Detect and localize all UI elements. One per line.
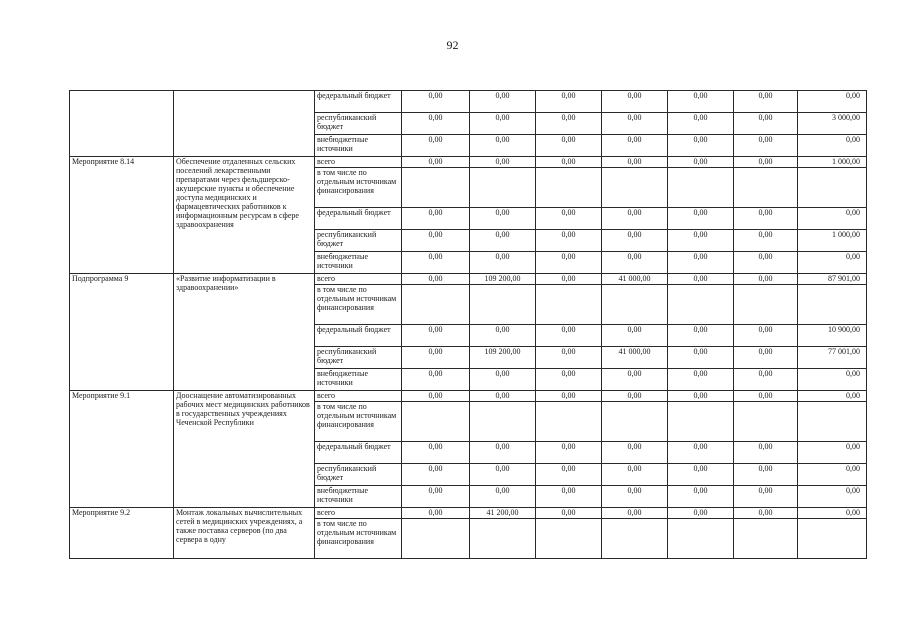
budget-table: [69, 90, 867, 559]
amount-cell: [536, 402, 602, 442]
funding-source: внебюджетные источники: [315, 486, 402, 508]
amount-cell: 0,00: [668, 230, 734, 252]
amount-cell: 0,00: [402, 208, 470, 230]
amount-cell: 0,00: [734, 486, 798, 508]
amount-cell: 0,00: [734, 113, 798, 135]
amount-cell: 0,00: [536, 230, 602, 252]
amount-cell: 109 200,00: [470, 347, 536, 369]
amount-cell: 0,00: [734, 325, 798, 347]
amount-cell: [668, 285, 734, 325]
amount-cell: 0,00: [536, 347, 602, 369]
amount-cell: 0,00: [470, 113, 536, 135]
amount-cell: 0,00: [536, 208, 602, 230]
amount-cell: 0,00: [668, 391, 734, 402]
amount-cell: 0,00: [470, 325, 536, 347]
amount-cell: 0,00: [798, 135, 867, 157]
activity-code: Мероприятие 9.1: [70, 391, 174, 508]
funding-source: федеральный бюджет: [315, 442, 402, 464]
amount-cell: 0,00: [470, 208, 536, 230]
amount-cell: [734, 168, 798, 208]
amount-cell: 0,00: [734, 252, 798, 274]
amount-cell: 0,00: [668, 347, 734, 369]
activity-code: Мероприятие 9.2: [70, 508, 174, 559]
amount-cell: 0,00: [470, 252, 536, 274]
amount-cell: [734, 285, 798, 325]
amount-cell: 0,00: [402, 464, 470, 486]
amount-cell: 0,00: [536, 325, 602, 347]
amount-cell: 0,00: [470, 464, 536, 486]
amount-cell: [734, 402, 798, 442]
activity-code: [70, 91, 174, 157]
activity-code: Мероприятие 8.14: [70, 157, 174, 274]
amount-cell: 0,00: [734, 508, 798, 519]
amount-cell: [402, 519, 470, 559]
funding-source: республиканский бюджет: [315, 464, 402, 486]
amount-cell: [402, 402, 470, 442]
amount-cell: 0,00: [470, 230, 536, 252]
amount-cell: [798, 402, 867, 442]
amount-cell: 0,00: [798, 508, 867, 519]
amount-cell: [668, 168, 734, 208]
funding-source: в том числе по отдельным источникам финансирования: [315, 402, 402, 442]
amount-cell: 0,00: [470, 442, 536, 464]
funding-source: всего: [315, 274, 402, 285]
amount-cell: 0,00: [402, 91, 470, 113]
amount-cell: 0,00: [536, 369, 602, 391]
amount-cell: [734, 519, 798, 559]
activity-name: Дооснащение автоматизированных рабочих мест медицинских работников в государственных учреждениях Чеченской Республики: [174, 391, 315, 508]
funding-source: федеральный бюджет: [315, 208, 402, 230]
amount-cell: 0,00: [798, 91, 867, 113]
amount-cell: 0,00: [668, 508, 734, 519]
amount-cell: 0,00: [734, 391, 798, 402]
amount-cell: 0,00: [602, 252, 668, 274]
amount-cell: 0,00: [536, 157, 602, 168]
activity-name: «Развитие информатизации в здравоохранении»: [174, 274, 315, 391]
amount-cell: 1 000,00: [798, 157, 867, 168]
amount-cell: 0,00: [402, 135, 470, 157]
amount-cell: 109 200,00: [470, 274, 536, 285]
amount-cell: 0,00: [536, 274, 602, 285]
amount-cell: 0,00: [536, 135, 602, 157]
table-row: [70, 157, 867, 168]
amount-cell: 0,00: [798, 369, 867, 391]
amount-cell: 0,00: [734, 442, 798, 464]
amount-cell: 41 000,00: [602, 347, 668, 369]
amount-cell: 0,00: [668, 325, 734, 347]
amount-cell: [798, 285, 867, 325]
amount-cell: 0,00: [402, 486, 470, 508]
amount-cell: 0,00: [734, 91, 798, 113]
amount-cell: 77 001,00: [798, 347, 867, 369]
amount-cell: 0,00: [536, 486, 602, 508]
amount-cell: 0,00: [734, 135, 798, 157]
amount-cell: 0,00: [536, 442, 602, 464]
amount-cell: 0,00: [402, 442, 470, 464]
amount-cell: 0,00: [668, 486, 734, 508]
table-row: [70, 508, 867, 519]
amount-cell: 87 901,00: [798, 274, 867, 285]
amount-cell: 0,00: [798, 442, 867, 464]
funding-source: всего: [315, 157, 402, 168]
amount-cell: [798, 168, 867, 208]
amount-cell: 0,00: [734, 157, 798, 168]
activity-name: Монтаж локальных вычислительных сетей в медицинских учреждениях, а также поставка серверов (по два сервера в одну: [174, 508, 315, 559]
page-number: 92: [446, 38, 459, 52]
amount-cell: 41 000,00: [602, 274, 668, 285]
table-row: [70, 274, 867, 285]
amount-cell: 0,00: [470, 135, 536, 157]
amount-cell: 41 200,00: [470, 508, 536, 519]
amount-cell: 0,00: [536, 113, 602, 135]
amount-cell: 0,00: [668, 157, 734, 168]
amount-cell: 0,00: [602, 230, 668, 252]
amount-cell: 1 000,00: [798, 230, 867, 252]
amount-cell: 0,00: [470, 91, 536, 113]
amount-cell: 0,00: [402, 157, 470, 168]
amount-cell: 0,00: [798, 464, 867, 486]
amount-cell: 0,00: [402, 252, 470, 274]
amount-cell: [668, 402, 734, 442]
amount-cell: [602, 285, 668, 325]
amount-cell: 0,00: [602, 442, 668, 464]
amount-cell: 0,00: [734, 274, 798, 285]
activity-name: [174, 91, 315, 157]
amount-cell: 0,00: [602, 486, 668, 508]
amount-cell: [602, 402, 668, 442]
amount-cell: 0,00: [470, 391, 536, 402]
amount-cell: 0,00: [668, 208, 734, 230]
amount-cell: [798, 519, 867, 559]
amount-cell: 0,00: [402, 508, 470, 519]
amount-cell: 0,00: [402, 347, 470, 369]
amount-cell: 0,00: [668, 274, 734, 285]
amount-cell: [470, 168, 536, 208]
funding-source: внебюджетные источники: [315, 252, 402, 274]
amount-cell: [470, 285, 536, 325]
amount-cell: 0,00: [668, 135, 734, 157]
amount-cell: 0,00: [668, 464, 734, 486]
amount-cell: 0,00: [602, 391, 668, 402]
funding-source: республиканский бюджет: [315, 347, 402, 369]
amount-cell: [470, 519, 536, 559]
amount-cell: 0,00: [798, 252, 867, 274]
amount-cell: 0,00: [668, 113, 734, 135]
amount-cell: 0,00: [668, 252, 734, 274]
amount-cell: 0,00: [602, 508, 668, 519]
funding-source: внебюджетные источники: [315, 369, 402, 391]
amount-cell: 0,00: [602, 325, 668, 347]
amount-cell: 0,00: [668, 369, 734, 391]
amount-cell: 0,00: [402, 113, 470, 135]
amount-cell: 0,00: [470, 486, 536, 508]
funding-source: всего: [315, 391, 402, 402]
amount-cell: 0,00: [602, 91, 668, 113]
amount-cell: 0,00: [402, 391, 470, 402]
amount-cell: 0,00: [602, 113, 668, 135]
amount-cell: 0,00: [470, 157, 536, 168]
funding-source: в том числе по отдельным источникам финансирования: [315, 168, 402, 208]
amount-cell: [470, 402, 536, 442]
funding-source: республиканский бюджет: [315, 230, 402, 252]
funding-source: федеральный бюджет: [315, 325, 402, 347]
amount-cell: 0,00: [734, 369, 798, 391]
amount-cell: [536, 285, 602, 325]
amount-cell: 0,00: [798, 208, 867, 230]
amount-cell: 0,00: [602, 208, 668, 230]
amount-cell: 0,00: [798, 486, 867, 508]
funding-source: республиканский бюджет: [315, 113, 402, 135]
amount-cell: [602, 168, 668, 208]
amount-cell: 10 900,00: [798, 325, 867, 347]
amount-cell: 0,00: [402, 274, 470, 285]
amount-cell: 0,00: [536, 508, 602, 519]
table-row: [70, 391, 867, 402]
activity-code: Подпрограмма 9: [70, 274, 174, 391]
amount-cell: 0,00: [668, 442, 734, 464]
amount-cell: 3 000,00: [798, 113, 867, 135]
amount-cell: [536, 168, 602, 208]
funding-source: федеральный бюджет: [315, 91, 402, 113]
amount-cell: 0,00: [402, 325, 470, 347]
funding-source: в том числе по отдельным источникам финансирования: [315, 285, 402, 325]
amount-cell: 0,00: [402, 369, 470, 391]
amount-cell: [536, 519, 602, 559]
funding-source: внебюджетные источники: [315, 135, 402, 157]
amount-cell: 0,00: [602, 369, 668, 391]
amount-cell: [402, 168, 470, 208]
amount-cell: 0,00: [402, 230, 470, 252]
amount-cell: 0,00: [536, 391, 602, 402]
amount-cell: 0,00: [536, 252, 602, 274]
amount-cell: 0,00: [536, 464, 602, 486]
table-row: [70, 91, 867, 113]
amount-cell: 0,00: [734, 230, 798, 252]
amount-cell: 0,00: [470, 369, 536, 391]
amount-cell: [602, 519, 668, 559]
amount-cell: 0,00: [734, 464, 798, 486]
activity-name: Обеспечение отдаленных сельских поселений лекарственными препаратами через фельдшерско-акушерские пункты и обеспечение доступа медицинских и фармацевтических работников к информационным ресурсам в сфере здравоохранения: [174, 157, 315, 274]
amount-cell: [402, 285, 470, 325]
amount-cell: 0,00: [602, 157, 668, 168]
amount-cell: 0,00: [798, 391, 867, 402]
amount-cell: [668, 519, 734, 559]
funding-source: всего: [315, 508, 402, 519]
amount-cell: 0,00: [668, 91, 734, 113]
funding-source: в том числе по отдельным источникам финансирования: [315, 519, 402, 559]
amount-cell: 0,00: [734, 347, 798, 369]
amount-cell: 0,00: [602, 135, 668, 157]
amount-cell: 0,00: [602, 464, 668, 486]
amount-cell: 0,00: [734, 208, 798, 230]
amount-cell: 0,00: [536, 91, 602, 113]
